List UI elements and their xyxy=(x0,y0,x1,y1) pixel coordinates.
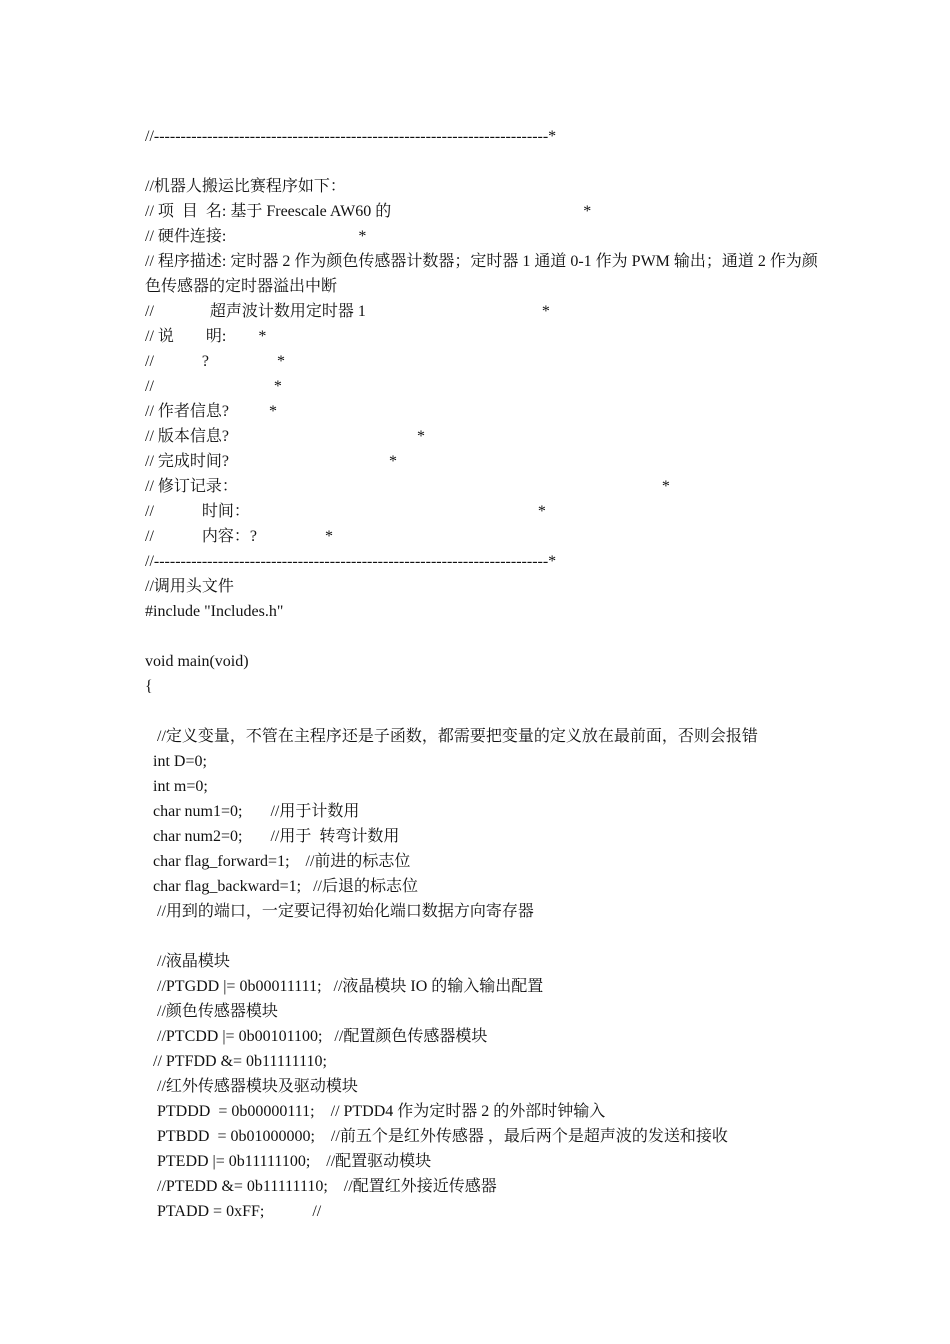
code-listing xyxy=(145,124,825,1224)
comment-line: //用到的端口，一定要记得初始化端口数据方向寄存器 xyxy=(145,903,534,920)
comment-line: // 项 目 名: 基于 Freescale AW60 的 * xyxy=(145,203,592,220)
separator-line: //--------------------------------------------------------------------------* xyxy=(145,128,557,145)
comment-line: //PTEDD &= 0b11111110; //配置红外接近传感器 xyxy=(145,1178,497,1195)
code-line: { xyxy=(145,678,153,695)
code-line: char num1=0; //用于计数用 xyxy=(145,803,360,820)
comment-line: // * xyxy=(145,378,282,395)
comment-line: //红外传感器模块及驱动模块 xyxy=(145,1078,358,1095)
comment-line: // PTFDD &= 0b11111110; xyxy=(145,1053,327,1070)
comment-line: //机器人搬运比赛程序如下： xyxy=(145,178,346,195)
comment-line: //颜色传感器模块 xyxy=(145,1003,278,1020)
code-line: char flag_backward=1; //后退的标志位 xyxy=(145,878,418,895)
comment-line: // ? * xyxy=(145,353,285,370)
blank-line xyxy=(145,699,825,724)
blank-line xyxy=(145,149,825,174)
code-line: void main(void) xyxy=(145,653,249,670)
code-line: char num2=0; //用于 转弯计数用 xyxy=(145,828,400,845)
comment-line: //PTGDD |= 0b00011111; //液晶模块 IO 的输入输出配置 xyxy=(145,978,544,995)
code-line: int D=0; xyxy=(145,753,207,770)
code-line: PTDDD = 0b00000111; // PTDD4 作为定时器 2 的外部时钟输入 xyxy=(145,1103,606,1120)
comment-line: // 时间： * xyxy=(145,503,546,520)
comment-line: // 程序描述: 定时器 2 作为颜色传感器计数器；定时器 1 通道 0-1 作为 PWM 输出；通道 2 作为颜色传感器的定时器溢出中断 xyxy=(145,253,818,295)
blank-line xyxy=(145,924,825,949)
comment-line: // 版本信息? * xyxy=(145,428,425,445)
code-line: char flag_forward=1; //前进的标志位 xyxy=(145,853,411,870)
code-line: PTADD = 0xFF; // xyxy=(145,1203,322,1220)
comment-line: // 内容：? * xyxy=(145,528,333,545)
comment-line: // 完成时间? * xyxy=(145,453,397,470)
separator-line: //--------------------------------------------------------------------------* xyxy=(145,553,557,570)
comment-line: // 说 明: * xyxy=(145,328,267,345)
blank-line xyxy=(145,624,825,649)
code-line: int m=0; xyxy=(145,778,208,795)
comment-line: //液晶模块 xyxy=(145,953,230,970)
comment-line: // 硬件连接: * xyxy=(145,228,367,245)
code-line: #include "Includes.h" xyxy=(145,603,284,620)
code-line: PTBDD = 0b01000000; //前五个是红外传感器 ，最后两个是超声波的发送和接收 xyxy=(145,1128,728,1145)
comment-line: //调用头文件 xyxy=(145,578,234,595)
comment-line: // 超声波计数用定时器 1 * xyxy=(145,303,550,320)
code-line: PTEDD |= 0b11111100; //配置驱动模块 xyxy=(145,1153,432,1170)
comment-line: // 修订记录： * xyxy=(145,478,670,495)
comment-line: //定义变量，不管在主程序还是子函数，都需要把变量的定义放在最前面，否则会报错 xyxy=(145,728,758,745)
comment-line: // 作者信息? * xyxy=(145,403,277,420)
comment-line: //PTCDD |= 0b00101100; //配置颜色传感器模块 xyxy=(145,1028,488,1045)
